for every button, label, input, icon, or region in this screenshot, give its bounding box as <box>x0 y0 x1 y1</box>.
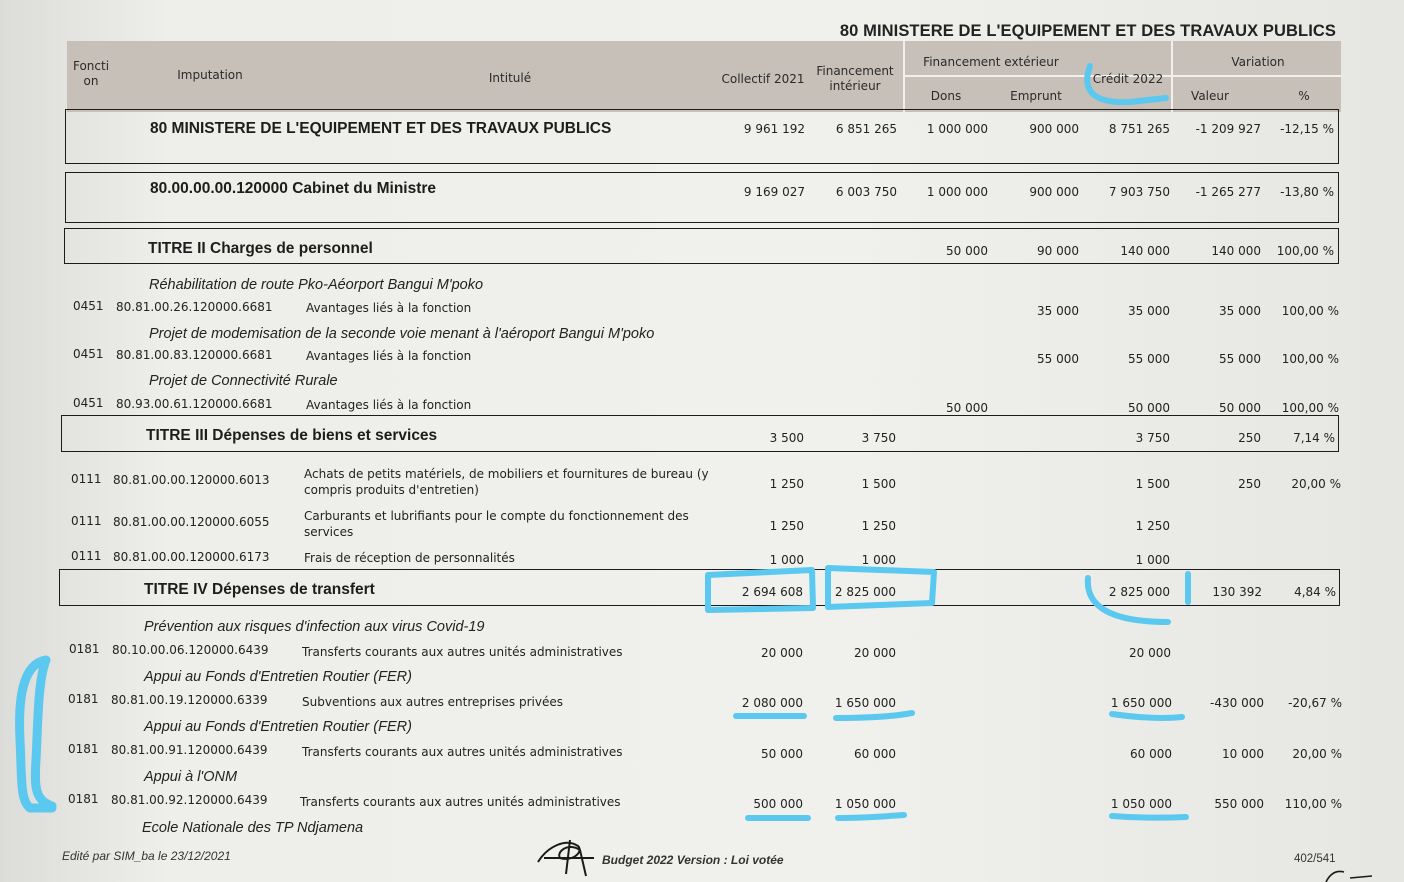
titre2-credit: 140 000 <box>1120 244 1170 258</box>
header-financement-interieur: Financement intérieur <box>816 64 894 93</box>
titre3-interieur: 3 750 <box>861 431 896 445</box>
row-pct: -20,67 % <box>1288 696 1342 710</box>
titre3-label: TITRE III Dépenses de biens et services <box>146 427 438 444</box>
titre4-credit: 2 825 000 <box>1108 585 1170 599</box>
titre2-emprunt: 90 000 <box>1037 244 1079 258</box>
row-intitule: Carburants et lubrifiants pour le compte du fonctionnement des services <box>304 509 689 539</box>
header-intitule: Intitulé <box>488 71 532 85</box>
row-pct: 100,00 % <box>1281 352 1339 366</box>
row-imputation: 80.81.00.00.120000.6013 <box>113 473 270 487</box>
row-interieur: 20 000 <box>854 646 896 660</box>
row-credit: 1 650 000 <box>1110 696 1172 710</box>
ministere-valeur: -1 209 927 <box>1195 122 1261 136</box>
project-title: Appui au Fonds d'Entretien Routier (FER) <box>144 719 412 735</box>
ministere-dons: 1 000 000 <box>926 122 988 136</box>
row-collectif: 50 000 <box>761 747 803 761</box>
underline-interieur-1050000 <box>838 815 904 818</box>
row-valeur: 50 000 <box>1219 401 1261 415</box>
project-title: Projet de modemisation de la seconde voie menant à l'aéroport Bangui M'poko <box>149 326 655 342</box>
project-title: Appui au Fonds d'Entretien Routier (FER) <box>144 669 412 685</box>
row-imputation: 80.81.00.92.120000.6439 <box>111 793 268 807</box>
row-intitule: Avantages liés à la fonction <box>306 398 472 412</box>
row-collectif: 1 000 <box>769 553 804 567</box>
header-emprunt: Emprunt <box>1010 89 1062 103</box>
row-intitule: Transferts courants aux autres unités administratives <box>302 645 623 659</box>
titre2-label: TITRE II Charges de personnel <box>148 240 373 257</box>
row-credit: 1 050 000 <box>1110 797 1172 811</box>
cabinet-interieur: 6 003 750 <box>835 185 897 199</box>
row-intitule: Achats de petits matériels, de mobiliers et fournitures de bureau (y compris produits d'entretien) <box>304 467 709 497</box>
cabinet-dons: 1 000 000 <box>926 185 988 199</box>
header-financement-exterieur: Financement extérieur <box>923 55 1059 69</box>
row-valeur: 550 000 <box>1214 797 1264 811</box>
row-pct: 20,00 % <box>1291 477 1341 491</box>
row-interieur: 60 000 <box>854 747 896 761</box>
row-valeur: 10 000 <box>1222 747 1264 761</box>
row-pct: 100,00 % <box>1281 401 1339 415</box>
row-fonction: 0451 <box>73 299 104 313</box>
row-fonction: 0111 <box>71 514 102 528</box>
row-emprunt: 55 000 <box>1037 352 1079 366</box>
row-credit: 1 250 <box>1135 519 1170 533</box>
titre2-dons: 50 000 <box>946 244 988 258</box>
header-collectif: Collectif 2021 <box>721 72 805 86</box>
row-fonction: 0181 <box>68 792 99 806</box>
row-pct: 100,00 % <box>1281 304 1339 318</box>
row-intitule: Frais de réception de personnalités <box>304 551 515 565</box>
header-imputation: Imputation <box>177 68 243 82</box>
titre2-valeur: 140 000 <box>1211 244 1261 258</box>
row-fonction: 0451 <box>73 396 104 410</box>
cabinet-credit: 7 903 750 <box>1108 185 1170 199</box>
row-interieur: 1 000 <box>861 553 896 567</box>
row-intitule: Avantages liés à la fonction <box>306 349 472 363</box>
row-valeur: 250 <box>1238 477 1261 491</box>
row-dons: 50 000 <box>946 401 988 415</box>
row-interieur: 1 250 <box>861 519 896 533</box>
row-intitule: Transferts courants aux autres unités administratives <box>302 745 623 759</box>
row-intitule: Avantages liés à la fonction <box>306 301 472 315</box>
row-imputation: 80.81.00.19.120000.6339 <box>111 693 268 707</box>
row-credit: 50 000 <box>1128 401 1170 415</box>
cabinet-emprunt: 900 000 <box>1029 185 1079 199</box>
row-emprunt: 35 000 <box>1037 304 1079 318</box>
titre3-pct: 7,14 % <box>1293 431 1335 445</box>
cabinet-label: 80.00.00.00.120000 Cabinet du Ministre <box>150 180 437 197</box>
ministere-interieur: 6 851 265 <box>835 122 897 136</box>
row-fonction: 0181 <box>68 692 99 706</box>
row-fonction: 0111 <box>71 549 102 563</box>
titre3-collectif: 3 500 <box>769 431 804 445</box>
row-interieur: 1 500 <box>861 477 896 491</box>
titre4-label: TITRE IV Dépenses de transfert <box>144 581 375 598</box>
ministere-credit: 8 751 265 <box>1108 122 1170 136</box>
row-collectif: 2 080 000 <box>741 696 803 710</box>
row-credit: 60 000 <box>1130 747 1172 761</box>
titre4-pct: 4,84 % <box>1294 585 1336 599</box>
row-imputation: 80.81.00.83.120000.6681 <box>116 348 273 362</box>
document-title: 80 MINISTERE DE L'EQUIPEMENT ET DES TRAVAUX PUBLICS <box>839 22 1336 40</box>
row-imputation: 80.10.00.06.120000.6439 <box>112 643 269 657</box>
titre3-valeur: 250 <box>1238 431 1261 445</box>
header-valeur: Valeur <box>1191 89 1229 103</box>
row-imputation: 80.93.00.61.120000.6681 <box>116 397 273 411</box>
ministere-label: 80 MINISTERE DE L'EQUIPEMENT ET DES TRAVAUX PUBLICS <box>150 120 612 137</box>
footer-page: 402/541 <box>1294 853 1336 865</box>
row-valeur: 55 000 <box>1219 352 1261 366</box>
row-interieur: 1 050 000 <box>834 797 896 811</box>
row-valeur: 35 000 <box>1219 304 1261 318</box>
highlight-left-bracket <box>20 660 52 808</box>
titre2-pct: 100,00 % <box>1276 244 1334 258</box>
footer-edited: Edité par SIM_ba le 23/12/2021 <box>62 849 231 863</box>
ministere-pct: -12,15 % <box>1280 122 1334 136</box>
row-intitule: Subventions aux autres entreprises privées <box>302 695 563 709</box>
project-title: Réhabilitation de route Pko-Aéorport Bangui M'poko <box>149 277 484 293</box>
cabinet-pct: -13,80 % <box>1280 185 1334 199</box>
project-title: Ecole Nationale des TP Ndjamena <box>142 820 364 836</box>
row-fonction: 0181 <box>68 742 99 756</box>
titre4-collectif: 2 694 608 <box>741 585 803 599</box>
row-credit: 1 000 <box>1135 553 1170 567</box>
ministere-collectif: 9 961 192 <box>743 122 805 136</box>
row-collectif: 1 250 <box>769 477 804 491</box>
row-imputation: 80.81.00.91.120000.6439 <box>111 743 268 757</box>
underline-credit-1650000 <box>1112 714 1182 718</box>
row-fonction: 0451 <box>73 347 104 361</box>
underline-credit-1050000 <box>1112 816 1186 818</box>
row-credit: 1 500 <box>1135 477 1170 491</box>
titre4-interieur: 2 825 000 <box>834 585 896 599</box>
project-title: Prévention aux risques d'infection aux virus Covid-19 <box>144 619 485 635</box>
row-pct: 20,00 % <box>1292 747 1342 761</box>
header-fonction: Foncti on <box>72 59 110 88</box>
footer-budget: Budget 2022 Version : Loi votée <box>602 853 784 867</box>
cabinet-valeur: -1 265 277 <box>1195 185 1261 199</box>
row-credit: 35 000 <box>1128 304 1170 318</box>
titre3-credit: 3 750 <box>1135 431 1170 445</box>
header-variation: Variation <box>1231 55 1285 69</box>
row-pct: 110,00 % <box>1284 797 1342 811</box>
row-imputation: 80.81.00.00.120000.6173 <box>113 550 270 564</box>
row-collectif: 1 250 <box>769 519 804 533</box>
header-credit-2022: Crédit 2022 <box>1092 72 1164 86</box>
row-credit: 20 000 <box>1129 646 1171 660</box>
project-title: Appui à l'ONM <box>144 769 238 785</box>
ministere-emprunt: 900 000 <box>1029 122 1079 136</box>
header-pct: % <box>1298 89 1310 103</box>
header-dons: Dons <box>930 89 962 103</box>
row-interieur: 1 650 000 <box>834 696 896 710</box>
cabinet-collectif: 9 169 027 <box>743 185 805 199</box>
row-intitule: Transferts courants aux autres unités administratives <box>300 795 621 809</box>
row-credit: 55 000 <box>1128 352 1170 366</box>
row-fonction: 0111 <box>71 472 102 486</box>
row-collectif: 500 000 <box>753 797 803 811</box>
row-valeur: -430 000 <box>1210 696 1264 710</box>
row-imputation: 80.81.00.00.120000.6055 <box>113 515 270 529</box>
project-title: Projet de Connectivité Rurale <box>149 373 338 389</box>
row-collectif: 20 000 <box>761 646 803 660</box>
row-fonction: 0181 <box>69 642 100 656</box>
underline-interieur-1650000 <box>836 713 912 718</box>
titre4-valeur: 130 392 <box>1212 585 1262 599</box>
row-imputation: 80.81.00.26.120000.6681 <box>116 300 273 314</box>
